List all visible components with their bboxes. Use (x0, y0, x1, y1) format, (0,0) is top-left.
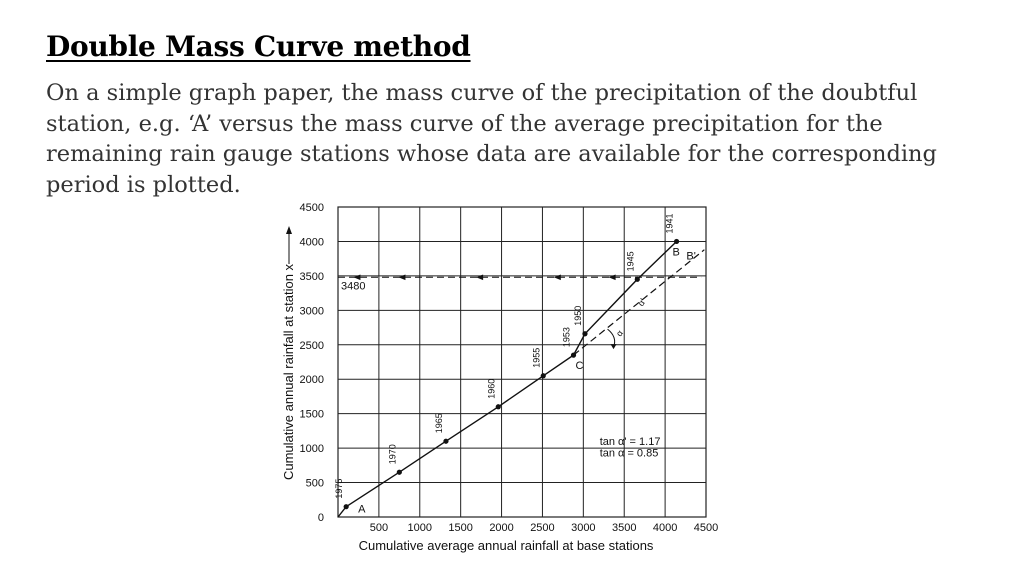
x-tick-label: 1000 (407, 522, 433, 534)
y-tick-label: 2000 (299, 374, 324, 387)
x-tick-label: 2500 (530, 522, 555, 534)
data-point-year-label: 1941 (664, 213, 675, 234)
y-tick-label: 3000 (299, 305, 324, 318)
x-tick-label: 1500 (448, 522, 473, 534)
x-tick-label: 4500 (693, 522, 719, 534)
angle-label-alpha-prime: α' (635, 296, 648, 309)
data-point (635, 277, 640, 282)
annotation-tan-alpha-prime: tan α' = 1.17 (599, 436, 661, 449)
reference-value-label: 3480 (341, 280, 366, 293)
data-point-year-label: 1970 (387, 444, 398, 465)
y-tick-label: 1500 (299, 408, 324, 421)
x-tick-label: 4000 (652, 522, 678, 534)
angle-label-alpha: α (613, 328, 626, 339)
data-point-year-label: 1955 (531, 347, 542, 368)
data-point-year-label: 1953 (561, 327, 572, 348)
x-tick-label: 500 (369, 522, 389, 534)
reference-arrow (353, 274, 360, 280)
plot-frame (338, 207, 706, 517)
y-tick-label: 4000 (299, 236, 324, 249)
point-label-b-prime: B' (686, 250, 696, 263)
angle-arc-arrowhead (611, 344, 617, 349)
x-tick-label: 2000 (489, 522, 514, 534)
x-axis-title: Cumulative average annual rainfall at base stations (358, 538, 654, 553)
data-point (674, 239, 679, 244)
y-axis-title: Cumulative annual rainfall at station x (281, 263, 296, 481)
data-point (496, 404, 501, 409)
y-tick-label: 3500 (299, 270, 324, 283)
slide-body-text: On a simple graph paper, the mass curve of the precipitation of the doubtful station, e.g. ‘A’ versus the mass curve of the average precipitation for the remaining rain gauge stations whose data are available for the corresponding period is plotted. (46, 80, 937, 198)
annotation-tan-alpha: tan α = 0.85 (599, 447, 659, 460)
y-tick-label: 2500 (299, 339, 324, 352)
slide-title: Double Mass Curve method (46, 30, 471, 63)
data-point (397, 470, 402, 475)
data-point (443, 439, 448, 444)
data-point (582, 331, 587, 336)
point-label-a: A (358, 503, 366, 516)
y-tick-label: 0 (317, 512, 324, 524)
data-point-year-label: 1950 (572, 305, 583, 326)
data-point-year-label: 1960 (486, 378, 497, 399)
data-point (344, 504, 349, 509)
reference-arrow (398, 274, 405, 280)
point-label-c: C (575, 360, 584, 373)
double-mass-curve-chart (270, 198, 740, 568)
reference-arrow (609, 274, 616, 280)
x-tick-label: 3500 (611, 522, 637, 534)
reference-arrow (476, 274, 483, 280)
y-tick-label: 1000 (299, 443, 324, 456)
y-axis-arrowhead (286, 226, 292, 234)
data-point (571, 353, 576, 358)
data-point-year-label: 1965 (433, 413, 444, 434)
point-label-b: B (672, 246, 680, 259)
x-tick-label: 3000 (571, 522, 596, 534)
reference-arrow (554, 274, 561, 280)
y-tick-label: 4500 (299, 202, 324, 214)
y-tick-label: 500 (305, 477, 324, 490)
data-point-year-label: 1975 (334, 478, 345, 499)
data-point (541, 373, 546, 378)
mass-curve-line (346, 241, 676, 506)
data-point-year-label: 1945 (625, 251, 636, 272)
